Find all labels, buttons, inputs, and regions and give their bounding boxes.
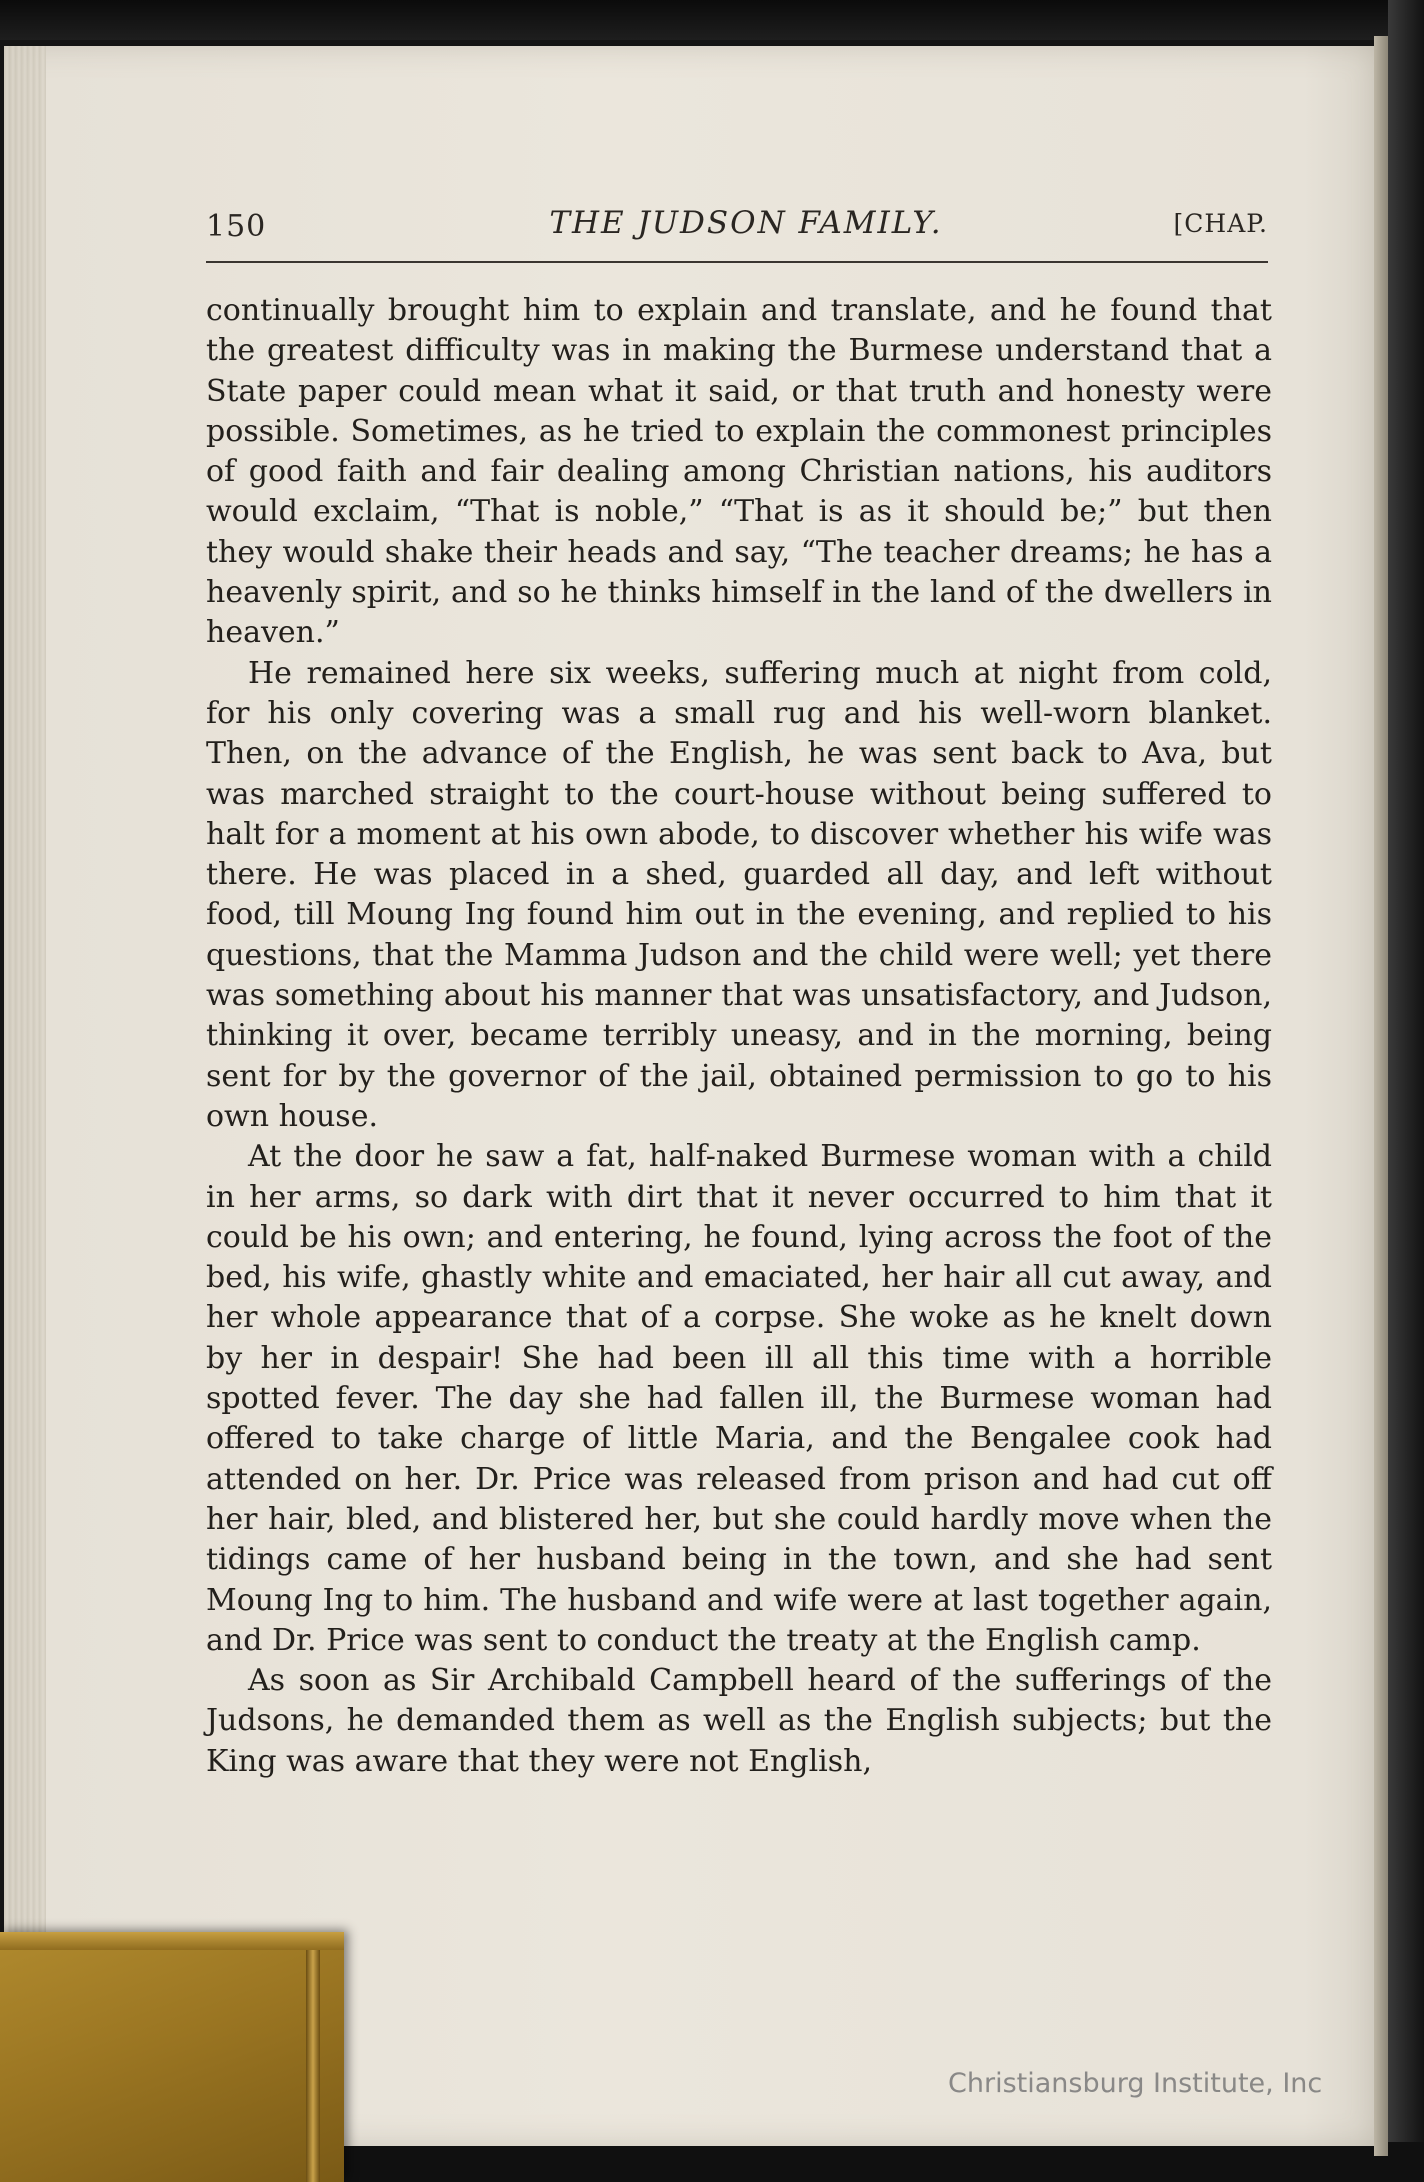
watermark: Christiansburg Institute, Inc xyxy=(948,2068,1323,2099)
backdrop-top xyxy=(0,0,1424,40)
backdrop-right xyxy=(1388,0,1424,2182)
page-edges-left xyxy=(4,46,46,2146)
running-head xyxy=(206,205,1268,257)
paragraph: He remained here six weeks, suffering much at night from cold, for his only covering was a small rug and his well-worn blanket. Then, on the advance of the English, he was sent back to Ava, but was marched straight to the court-house without being suffered to halt for a moment at his own abode, to discover whether his wife was there. He was placed in a shed, guarded all day, and left without food, till Moung Ing found him out in the evening, and replied to his questions, that the Mamma Judson and the child were well; yet there was something about his manner that was unsatisfactory, and Judson, thinking it over, became terribly uneasy, and in the morning, being sent for by the governor of the jail, obtained permission to go to his own house. xyxy=(206,655,1272,1134)
book-cover-corner xyxy=(0,1932,344,2182)
paragraph: As soon as Sir Archibald Campbell heard of the sufferings of the Judsons, he demanded them as well as the English subjects; but the King was aware that they were not English, xyxy=(206,1663,1272,1779)
header-rule xyxy=(206,261,1268,263)
book-cover-lip xyxy=(0,1932,344,1950)
body-text xyxy=(206,291,1272,1782)
paragraph: At the door he saw a fat, half-naked Burmese woman with a child in her arms, so dark with dirt that it never occurred to him that it could be his own; and entering, he found, lying across the foot of the bed, his wife, ghastly white and emaciated, her hair all cut away, and her whole appearance that of a corpse. She woke as he knelt down by her in despair! She had been ill all this time with a horrible spotted fever. The day she had fallen ill, the Burmese woman had offered to take charge of little Maria, and the Bengalee cook had attended on her. Dr. Price was released from prison and had cut off her hair, bled, and blistered her, but she could hardly move when the tidings came of her husband being in the town, and she had sent Moung Ing to him. The husband and wife were at last together again, and Dr. Price was sent to conduct the treaty at the English camp. xyxy=(206,1139,1272,1658)
page-number: 150 xyxy=(206,209,267,244)
chapter-marker: [CHAP. xyxy=(1173,209,1268,238)
page-edges-right xyxy=(1374,36,1388,2156)
paragraph-continued: continually brought him to explain and translate, and he found that the greatest difficulty was in making the Burmese understand that a State paper could mean what it said, or that truth and honesty were possible. Sometimes, as he tried to explain the commonest principles of good faith and fair dealing among Christian nations, his auditors would exclaim, “That is noble,” “That is as it should be;” but then they would shake their heads and say, “The teacher dreams; he has a heavenly spirit, and so he thinks himself in the land of the dwellers in heaven.” xyxy=(206,293,1272,651)
running-title: THE JUDSON FAMILY. xyxy=(549,205,943,241)
